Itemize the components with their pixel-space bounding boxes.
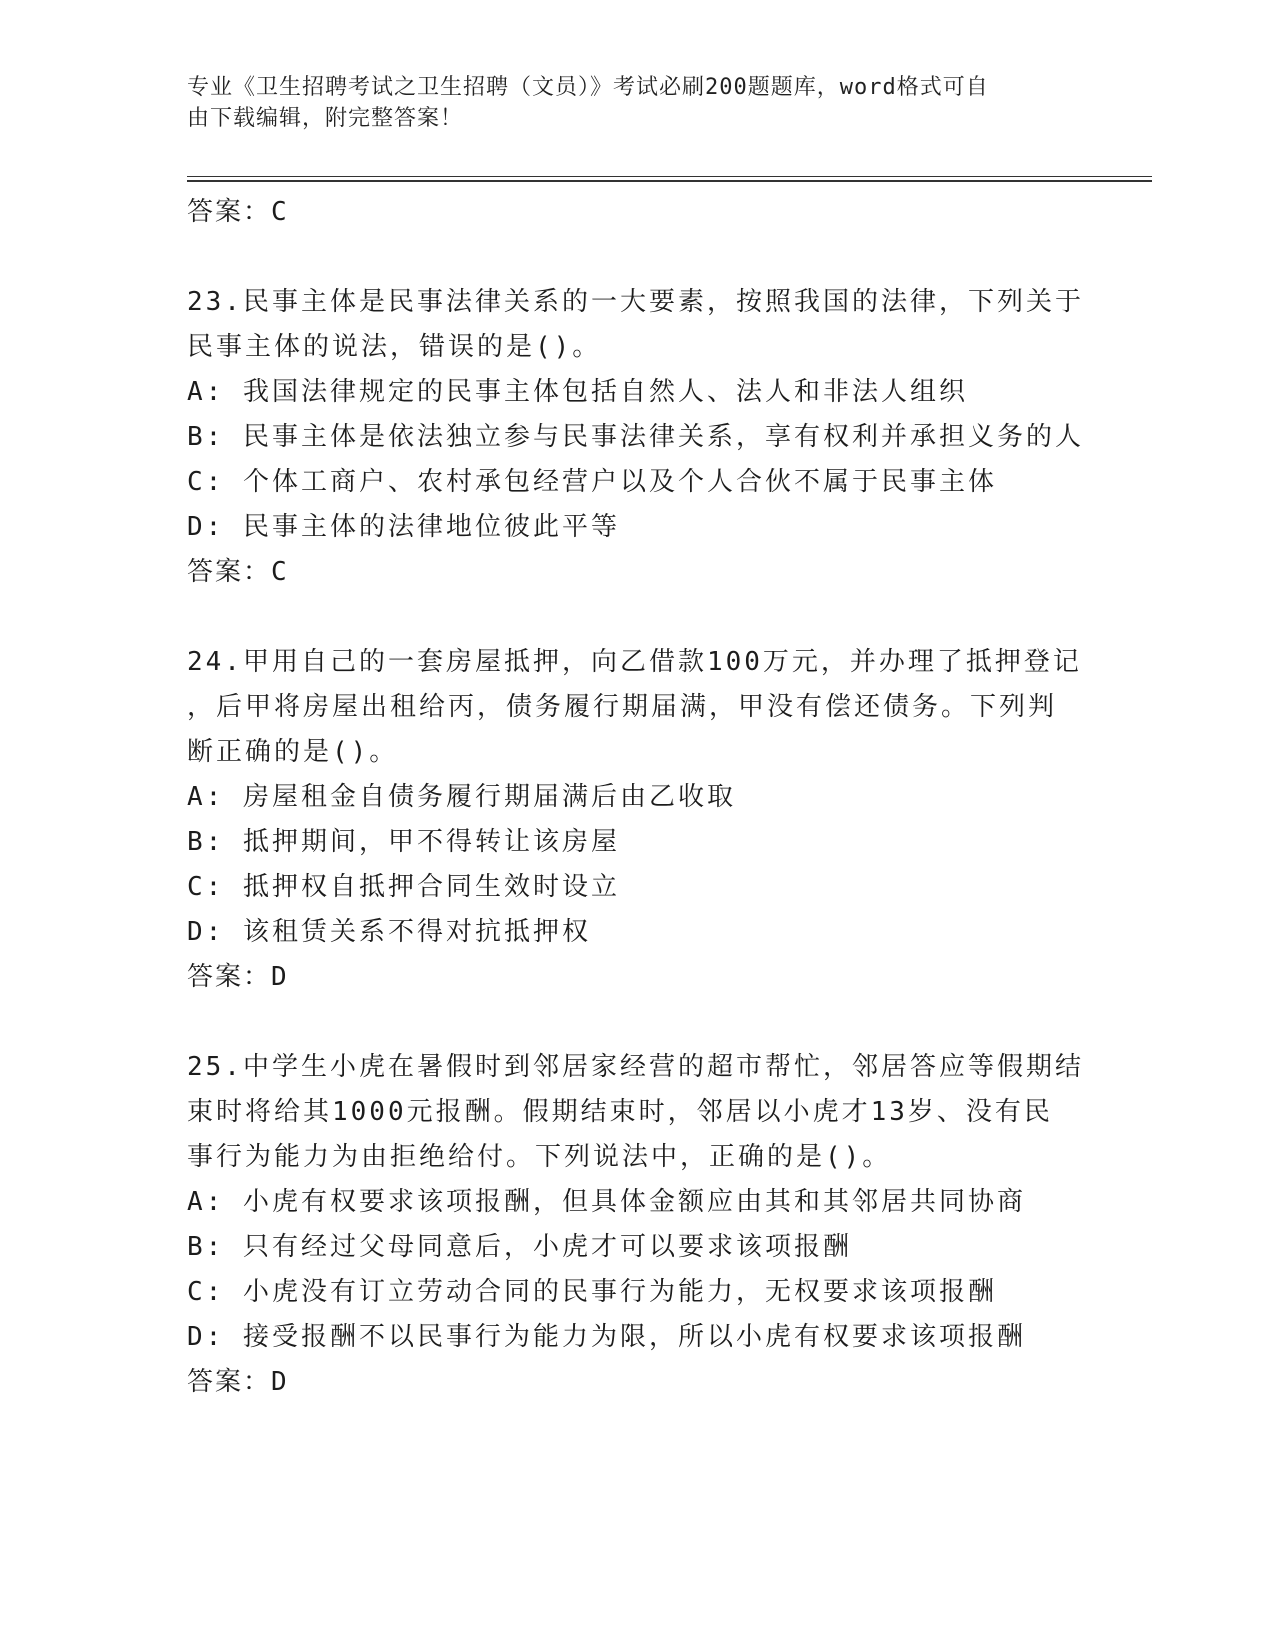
header-divider-thick xyxy=(187,180,1152,182)
spacer xyxy=(187,235,1087,280)
answer-value: C xyxy=(271,197,289,227)
page-header xyxy=(187,72,1067,134)
question-answer xyxy=(187,550,1087,595)
question-stem-line: 25.中学生小虎在暑假时到邻居家经营的超市帮忙，邻居答应等假期结 xyxy=(187,1052,1084,1082)
answer-label: 答案： xyxy=(187,1367,272,1397)
question-answer xyxy=(187,1360,1087,1405)
header-divider-thin xyxy=(187,176,1152,177)
question-answer xyxy=(187,955,1087,1000)
answer-label: 答案： xyxy=(187,197,272,227)
spacer xyxy=(187,1000,1087,1045)
spacer xyxy=(187,595,1087,640)
option-c: C: 个体工商户、农村承包经营户以及个人合伙不属于民事主体 xyxy=(187,467,997,497)
question-25 xyxy=(187,1045,1087,1405)
answer-value: D xyxy=(271,962,289,992)
option-a: A: 房屋租金自债务履行期届满后由乙收取 xyxy=(187,782,736,812)
question-stem-line: 断正确的是()。 xyxy=(187,737,399,767)
previous-answer xyxy=(187,190,1087,235)
document-body xyxy=(187,190,1087,1405)
option-c: C: 抵押权自抵押合同生效时设立 xyxy=(187,872,620,902)
option-d: D: 该租赁关系不得对抗抵押权 xyxy=(187,917,591,947)
question-24 xyxy=(187,640,1087,1000)
question-stem-line: 事行为能力为由拒绝给付。下列说法中，正确的是()。 xyxy=(187,1142,892,1172)
header-line-2: 由下载编辑，附完整答案！ xyxy=(187,106,464,131)
option-d: D: 接受报酬不以民事行为能力为限，所以小虎有权要求该项报酬 xyxy=(187,1322,1026,1352)
option-b: B: 只有经过父母同意后，小虎才可以要求该项报酬 xyxy=(187,1232,852,1262)
question-stem-line: ，后甲将房屋出租给丙，债务履行期届满，甲没有偿还债务。下列判 xyxy=(187,692,1058,722)
option-b: B: 抵押期间，甲不得转让该房屋 xyxy=(187,827,620,857)
answer-label: 答案： xyxy=(187,557,272,587)
option-c: C: 小虎没有订立劳动合同的民事行为能力，无权要求该项报酬 xyxy=(187,1277,997,1307)
option-d: D: 民事主体的法律地位彼此平等 xyxy=(187,512,620,542)
option-b: B: 民事主体是依法独立参与民事法律关系，享有权利并承担义务的人 xyxy=(187,422,1084,452)
answer-value: D xyxy=(271,1367,289,1397)
question-23 xyxy=(187,280,1087,595)
question-stem-line: 束时将给其1000元报酬。假期结束时，邻居以小虎才13岁、没有民 xyxy=(187,1097,1053,1127)
header-line-1: 专业《卫生招聘考试之卫生招聘（文员）》考试必刷200题题库，word格式可自 xyxy=(187,75,989,100)
option-a: A: 我国法律规定的民事主体包括自然人、法人和非法人组织 xyxy=(187,377,968,407)
answer-label: 答案： xyxy=(187,962,272,992)
question-stem-line: 24.甲用自己的一套房屋抵押，向乙借款100万元，并办理了抵押登记 xyxy=(187,647,1082,677)
question-stem-line: 民事主体的说法，错误的是()。 xyxy=(187,332,602,362)
question-stem-line: 23.民事主体是民事法律关系的一大要素，按照我国的法律，下列关于 xyxy=(187,287,1084,317)
answer-value: C xyxy=(271,557,289,587)
option-a: A: 小虎有权要求该项报酬，但具体金额应由其和其邻居共同协商 xyxy=(187,1187,1026,1217)
